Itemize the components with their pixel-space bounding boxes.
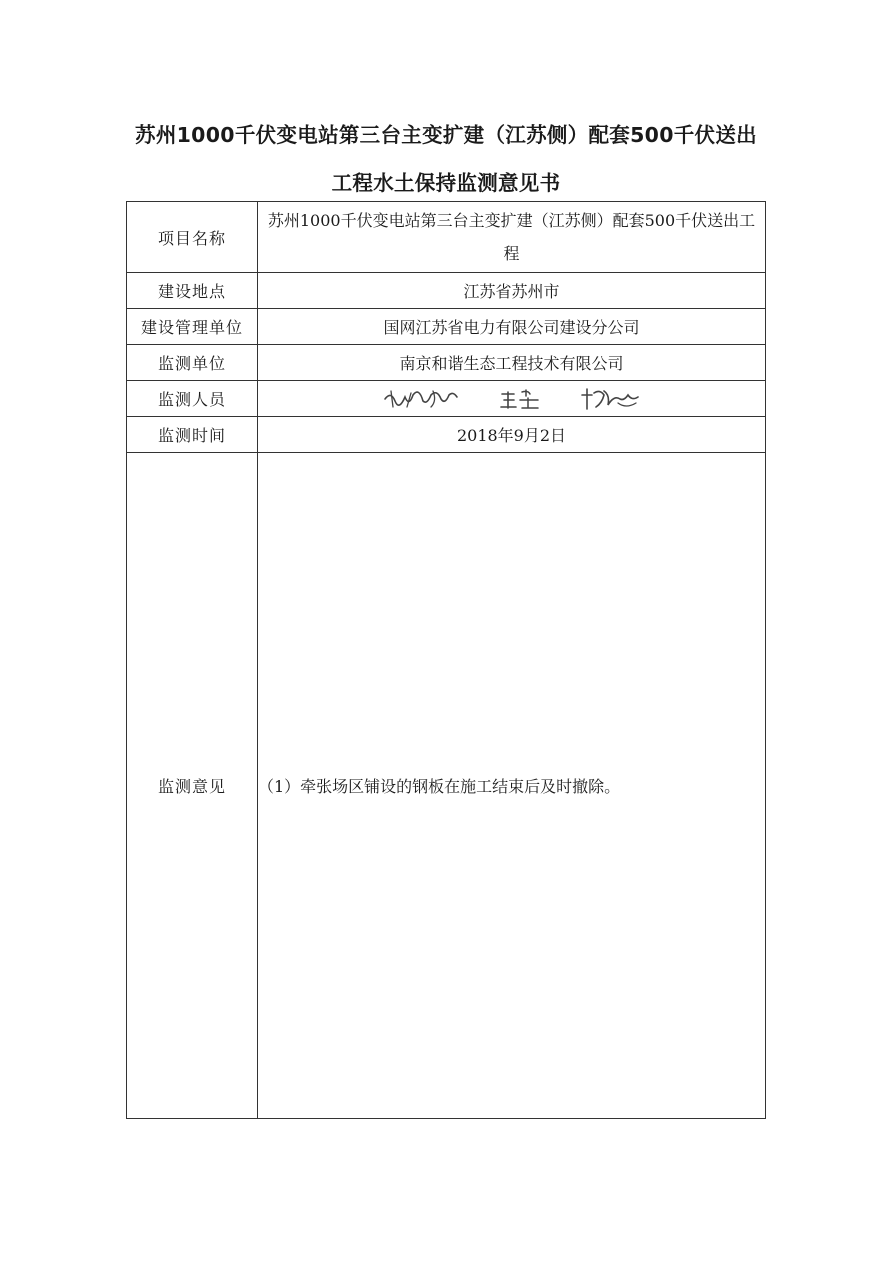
monitoring-opinion-form xyxy=(126,201,766,1119)
monitoring-time-value: 2018年9月2日 xyxy=(258,417,766,453)
location-label: 建设地点 xyxy=(127,273,258,309)
management-unit-value: 国网江苏省电力有限公司建设分公司 xyxy=(258,309,766,345)
signature-2 xyxy=(498,386,544,412)
row-location xyxy=(127,273,766,309)
row-monitoring-staff xyxy=(127,381,766,417)
signature-1 xyxy=(381,385,465,413)
management-unit-label: 建设管理单位 xyxy=(127,309,258,345)
row-monitoring-time xyxy=(127,417,766,453)
project-name-value: 苏州1000千伏变电站第三台主变扩建（江苏侧）配套500千伏送出工程 xyxy=(258,202,766,273)
monitoring-unit-label: 监测单位 xyxy=(127,345,258,381)
monitoring-time-label: 监测时间 xyxy=(127,417,258,453)
row-monitoring-unit xyxy=(127,345,766,381)
monitoring-staff-signatures xyxy=(258,381,766,417)
document-title-line1: 苏州1000千伏变电站第三台主变扩建（江苏侧）配套500千伏送出 xyxy=(135,123,757,147)
row-opinion xyxy=(127,453,766,1119)
monitoring-staff-label: 监测人员 xyxy=(127,381,258,417)
row-management-unit xyxy=(127,309,766,345)
project-name-label: 项目名称 xyxy=(127,202,258,273)
monitoring-unit-value: 南京和谐生态工程技术有限公司 xyxy=(258,345,766,381)
row-project-name xyxy=(127,202,766,273)
signature-3 xyxy=(578,385,642,413)
opinion-item: （1）牵张场区铺设的钢板在施工结束后及时撤除。 xyxy=(258,453,766,1119)
document-title-line2: 工程水土保持监测意见书 xyxy=(331,171,561,195)
location-value: 江苏省苏州市 xyxy=(258,273,766,309)
opinion-label: 监测意见 xyxy=(127,453,258,1119)
